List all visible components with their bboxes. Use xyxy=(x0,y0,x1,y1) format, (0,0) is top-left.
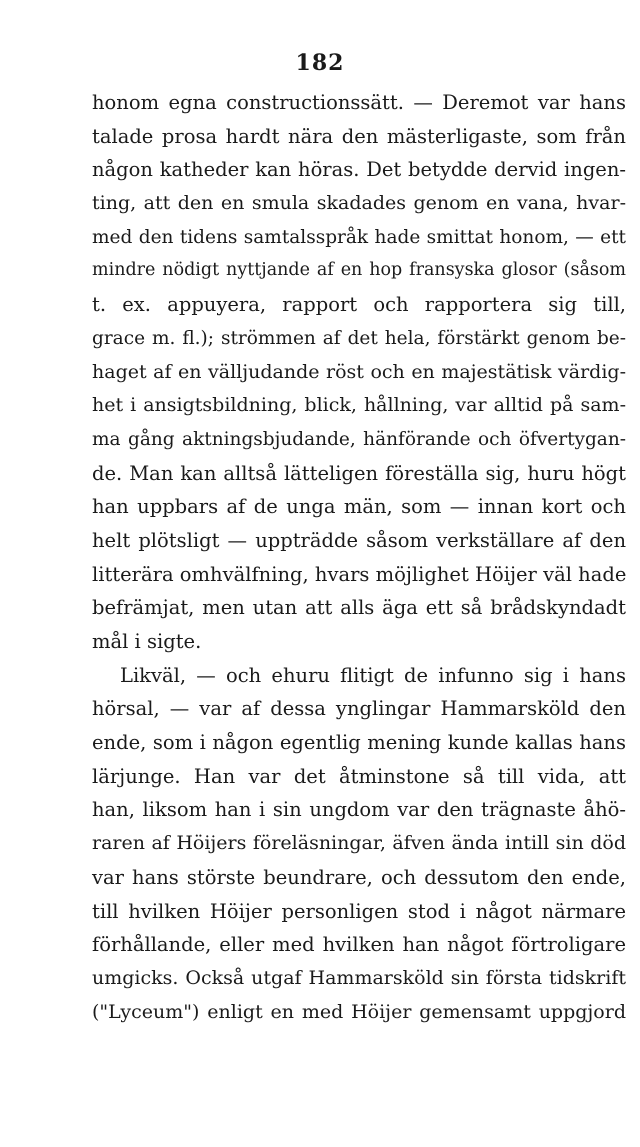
text-line: ting, att den en smula skadades genom en vana, hvar- xyxy=(92,192,626,215)
text-line: Likväl, — och ehuru flitigt de infunno sig i hans xyxy=(120,663,626,687)
text-line: litterära omhvälfning, hvars möjlighet Höijer väl hade xyxy=(92,562,627,586)
body-text xyxy=(92,86,626,1029)
page-number: 182 xyxy=(295,50,345,76)
text-line: grace m. fl.); strömmen af det hela, förstärkt genom be- xyxy=(92,327,626,349)
text-line: ("Lyceum") enligt en med Höijer gemensamt uppgjord xyxy=(92,1000,626,1023)
text-line: helt plötsligt — uppträdde såsom verkställare af den xyxy=(92,528,626,552)
text-line: hörsal, — var af dessa ynglingar Hammarsköld den xyxy=(92,697,626,721)
text-line: lärjunge. Han var det åtminstone så till vida, att xyxy=(92,764,626,788)
text-line: med den tidens samtalsspråk hade smittat honom, — ett xyxy=(92,226,626,248)
text-line: befrämjat, men utan att alls äga ett så brådskyndadt xyxy=(92,596,626,620)
text-line: het i ansigtsbildning, blick, hållning, var alltid på sam- xyxy=(92,394,626,417)
text-line: talade prosa hardt nära den mästerligaste, som från xyxy=(92,124,626,148)
text-line: till hvilken Höijer personligen stod i något närmare xyxy=(92,899,626,923)
text-line: förhållande, eller med hvilken han något förtroligare xyxy=(92,933,626,957)
text-line: honom egna constructionssätt. — Deremot var hans xyxy=(92,91,626,114)
text-line: raren af Höijers föreläsningar, äfven ända intill sin död xyxy=(92,832,626,855)
text-line: t. ex. appuyera, rapport och rapportera sig till, xyxy=(92,293,626,317)
text-line: mindre nödigt nyttjande af en hop fransyska glosor (såsom xyxy=(92,260,626,281)
text-line: ende, som i någon egentlig mening kunde kallas hans xyxy=(92,731,626,755)
text-line: de. Man kan alltså lätteligen föreställa sig, huru högt xyxy=(92,461,626,485)
text-line: haget af en välljudande röst och en majestätisk värdig- xyxy=(92,360,626,383)
text-line: var hans störste beundrare, och dessutom den ende, xyxy=(92,865,626,889)
text-line: han uppbars af de unga män, som — innan kort och xyxy=(92,495,626,519)
text-line: ma gång aktningsbjudande, hänförande och öfvertygan- xyxy=(92,428,626,450)
text-line: mål i sigte. xyxy=(92,630,202,653)
text-line: umgicks. Också utgaf Hammarsköld sin första tidskrift xyxy=(92,966,626,989)
text-line: han, liksom han i sin ungdom var den trägnaste åhö- xyxy=(92,798,626,822)
text-line: någon katheder kan höras. Det betydde dervid ingen- xyxy=(92,158,626,182)
